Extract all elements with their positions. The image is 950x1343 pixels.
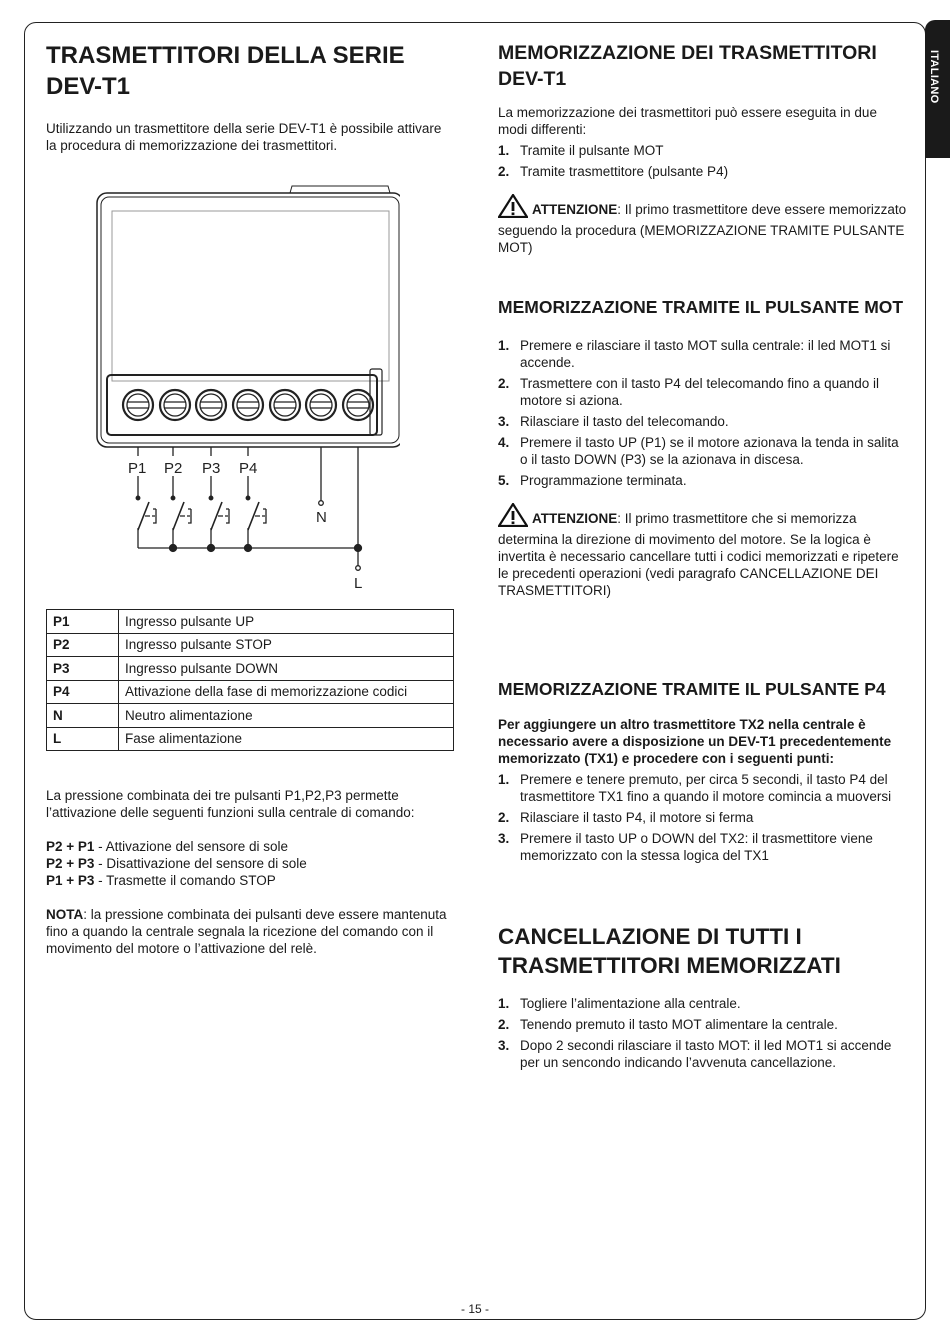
label-p1: P1 bbox=[128, 460, 147, 477]
item-text: Togliere l’alimentazione alla centrale. bbox=[520, 996, 741, 1011]
item-text: Premere il tasto UP o DOWN del TX2: il trasmettitore viene memorizzato con la stessa logica del TX1 bbox=[520, 831, 873, 863]
warning-icon bbox=[498, 503, 528, 531]
combo-desc: - Attivazione del sensore di sole bbox=[94, 839, 289, 854]
item-number: 5. bbox=[498, 473, 510, 488]
item-number: 4. bbox=[498, 435, 510, 450]
combo-item bbox=[46, 855, 454, 872]
terminal-screw bbox=[196, 390, 226, 420]
section-pulsante-mot bbox=[498, 296, 908, 599]
numbered-list bbox=[498, 142, 908, 180]
list-item bbox=[498, 1037, 908, 1071]
combo-item bbox=[46, 838, 454, 855]
terminal-screw bbox=[160, 390, 190, 420]
item-text: Tramite trasmettitore (pulsante P4) bbox=[520, 164, 729, 179]
terminal-name: P3 bbox=[47, 657, 119, 681]
left-column bbox=[46, 40, 454, 154]
list-item bbox=[498, 434, 908, 468]
item-text: Trasmettere con il tasto P4 del telecomando fino a quando il motore si aziona. bbox=[520, 376, 879, 408]
combo-keys: P2 + P1 bbox=[46, 839, 95, 854]
list-item bbox=[498, 809, 908, 826]
label-l: L bbox=[354, 575, 363, 590]
note bbox=[46, 906, 454, 957]
item-text: Programmazione terminata. bbox=[520, 473, 687, 488]
section-title: MEMORIZZAZIONE TRAMITE IL PULSANTE P4 bbox=[498, 679, 886, 699]
table-row bbox=[47, 704, 454, 728]
list-item bbox=[498, 472, 908, 489]
list-item bbox=[498, 413, 908, 430]
item-number: 2. bbox=[498, 376, 510, 391]
item-number: 1. bbox=[498, 996, 510, 1011]
item-number: 2. bbox=[498, 810, 510, 825]
combo-keys: P2 + P3 bbox=[46, 856, 95, 871]
phase-terminal bbox=[356, 566, 361, 571]
terminal-name: N bbox=[47, 704, 119, 728]
list-item bbox=[498, 995, 908, 1012]
list-item bbox=[498, 375, 908, 409]
section-title: MEMORIZZAZIONE TRAMITE IL PULSANTE MOT bbox=[498, 297, 904, 317]
item-text: Dopo 2 secondi rilasciare il tasto MOT: il led MOT1 si accende per un sencondo indicando l’avvenuta cancellazione. bbox=[520, 1038, 892, 1070]
terminal-desc: Neutro alimentazione bbox=[119, 704, 454, 728]
section-intro: La memorizzazione dei trasmettitori può essere eseguita in due modi differenti: bbox=[498, 105, 877, 137]
warning-note bbox=[498, 503, 908, 599]
warning-icon bbox=[498, 194, 528, 222]
item-text: Premere e rilasciare il tasto MOT sulla centrale: il led MOT1 si accende. bbox=[520, 338, 891, 370]
terminal-name: L bbox=[47, 727, 119, 751]
list-item bbox=[498, 830, 908, 864]
item-number: 1. bbox=[498, 143, 510, 158]
item-text: Premere il tasto UP (P1) se il motore azionava la tenda in salita o il tasto DOWN (P3) se la azionava in discesa. bbox=[520, 435, 899, 467]
language-tab bbox=[925, 20, 950, 158]
note-label: NOTA bbox=[46, 907, 84, 922]
item-number: 1. bbox=[498, 338, 510, 353]
label-p2: P2 bbox=[164, 460, 183, 477]
terminal-desc: Fase alimentazione bbox=[119, 727, 454, 751]
list-item bbox=[498, 771, 908, 805]
item-number: 3. bbox=[498, 1038, 510, 1053]
numbered-list bbox=[498, 771, 908, 864]
terminal-screw bbox=[343, 390, 373, 420]
language-label: ITALIANO bbox=[928, 50, 940, 104]
terminal-screw bbox=[233, 390, 263, 420]
combo-intro: La pressione combinata dei tre pulsanti P1,P2,P3 permette l’attivazione delle seguenti funzioni sulla centrale di comando: bbox=[46, 788, 415, 820]
combo-desc: - Disattivazione del sensore di sole bbox=[94, 856, 307, 871]
item-text: Tramite il pulsante MOT bbox=[520, 143, 664, 158]
page-number: - 15 - bbox=[460, 1302, 489, 1316]
terminal-name: P2 bbox=[47, 633, 119, 657]
terminal-screw bbox=[270, 390, 300, 420]
item-number: 3. bbox=[498, 414, 510, 429]
list-item bbox=[498, 337, 908, 371]
table-row bbox=[47, 727, 454, 751]
junction-dot bbox=[170, 545, 177, 552]
terminal-desc: Ingresso pulsante DOWN bbox=[119, 657, 454, 681]
warning-text: : Il primo trasmettitore deve essere memorizzato seguendo la procedura (MEMORIZZAZIONE TRAMITE PULSANTE MOT) bbox=[498, 202, 907, 255]
section-intro: Per aggiungere un altro trasmettitore TX2 nella centrale è necessario avere a disposizione un DEV-T1 precedentemente memorizzato (TX1) e procedere con i seguenti punti: bbox=[498, 717, 892, 766]
label-n: N bbox=[316, 509, 327, 526]
terminal-screw bbox=[306, 390, 336, 420]
label-p4: P4 bbox=[239, 460, 258, 477]
junction-dot bbox=[208, 545, 215, 552]
table-row bbox=[47, 633, 454, 657]
item-number: 2. bbox=[498, 1017, 510, 1032]
note-text: : la pressione combinata dei pulsanti deve essere mantenuta fino a quando la centrale segnala la ricezione del comando con il movimento del motore o l’attivazione del relè. bbox=[46, 907, 447, 956]
table-row bbox=[47, 657, 454, 681]
table-row bbox=[47, 680, 454, 704]
list-item bbox=[498, 163, 908, 180]
neutral-terminal bbox=[319, 501, 324, 506]
section-pulsante-p4 bbox=[498, 678, 908, 868]
combo-item bbox=[46, 872, 454, 889]
wiring-diagram bbox=[90, 180, 400, 590]
item-text: Tenendo premuto il tasto MOT alimentare la centrale. bbox=[520, 1017, 838, 1032]
junction-dot bbox=[245, 545, 252, 552]
numbered-list bbox=[498, 995, 908, 1071]
section-cancellazione bbox=[498, 922, 908, 1075]
table-row bbox=[47, 610, 454, 634]
warning-label: ATTENZIONE bbox=[532, 511, 618, 526]
warning-label: ATTENZIONE bbox=[532, 202, 618, 217]
item-number: 2. bbox=[498, 164, 510, 179]
section-memorizzazione bbox=[498, 40, 908, 256]
terminal-name: P4 bbox=[47, 680, 119, 704]
warning-text: : Il primo trasmettitore che si memorizza determina la direzione di movimento del motore. Se la logica è invertita è necessario cancellare tutti i codici memorizzati e ripetere le precedenti operazioni (vedi paragrafo CANCELLAZIONE DEI TRASMETTITORI) bbox=[498, 511, 899, 598]
item-text: Premere e tenere premuto, per circa 5 secondi, il tasto P4 del trasmettitore TX1 fino a quando il motore comincia a muoversi bbox=[520, 772, 892, 804]
warning-note bbox=[498, 194, 908, 256]
section-title: MEMORIZZAZIONE DEI TRASMETTITORI DEV-T1 bbox=[498, 42, 877, 90]
item-text: Rilasciare il tasto del telecomando. bbox=[520, 414, 729, 429]
list-item bbox=[498, 142, 908, 159]
terminal-table bbox=[46, 609, 454, 751]
terminal-desc: Ingresso pulsante UP bbox=[119, 610, 454, 634]
combo-section bbox=[46, 787, 454, 957]
terminal-table-wrap bbox=[46, 609, 454, 751]
section-title: CANCELLAZIONE DI TUTTI I TRASMETTITORI MEMORIZZATI bbox=[498, 924, 841, 978]
list-item bbox=[498, 1016, 908, 1033]
terminal-desc: Attivazione della fase di memorizzazione codici bbox=[119, 680, 454, 704]
numbered-list bbox=[498, 337, 908, 489]
item-number: 1. bbox=[498, 772, 510, 787]
item-text: Rilasciare il tasto P4, il motore si ferma bbox=[520, 810, 754, 825]
terminal-name: P1 bbox=[47, 610, 119, 634]
terminal-screw bbox=[123, 390, 153, 420]
combo-desc: - Trasmette il comando STOP bbox=[94, 873, 276, 888]
combo-keys: P1 + P3 bbox=[46, 873, 95, 888]
terminal-desc: Ingresso pulsante STOP bbox=[119, 633, 454, 657]
label-p3: P3 bbox=[202, 460, 221, 477]
item-number: 3. bbox=[498, 831, 510, 846]
intro-text: Utilizzando un trasmettitore della serie DEV-T1 è possibile attivare la procedura di memorizzazione dei trasmettitori. bbox=[46, 121, 442, 153]
page-title: TRASMETTITORI DELLA SERIE DEV-T1 bbox=[46, 42, 405, 100]
